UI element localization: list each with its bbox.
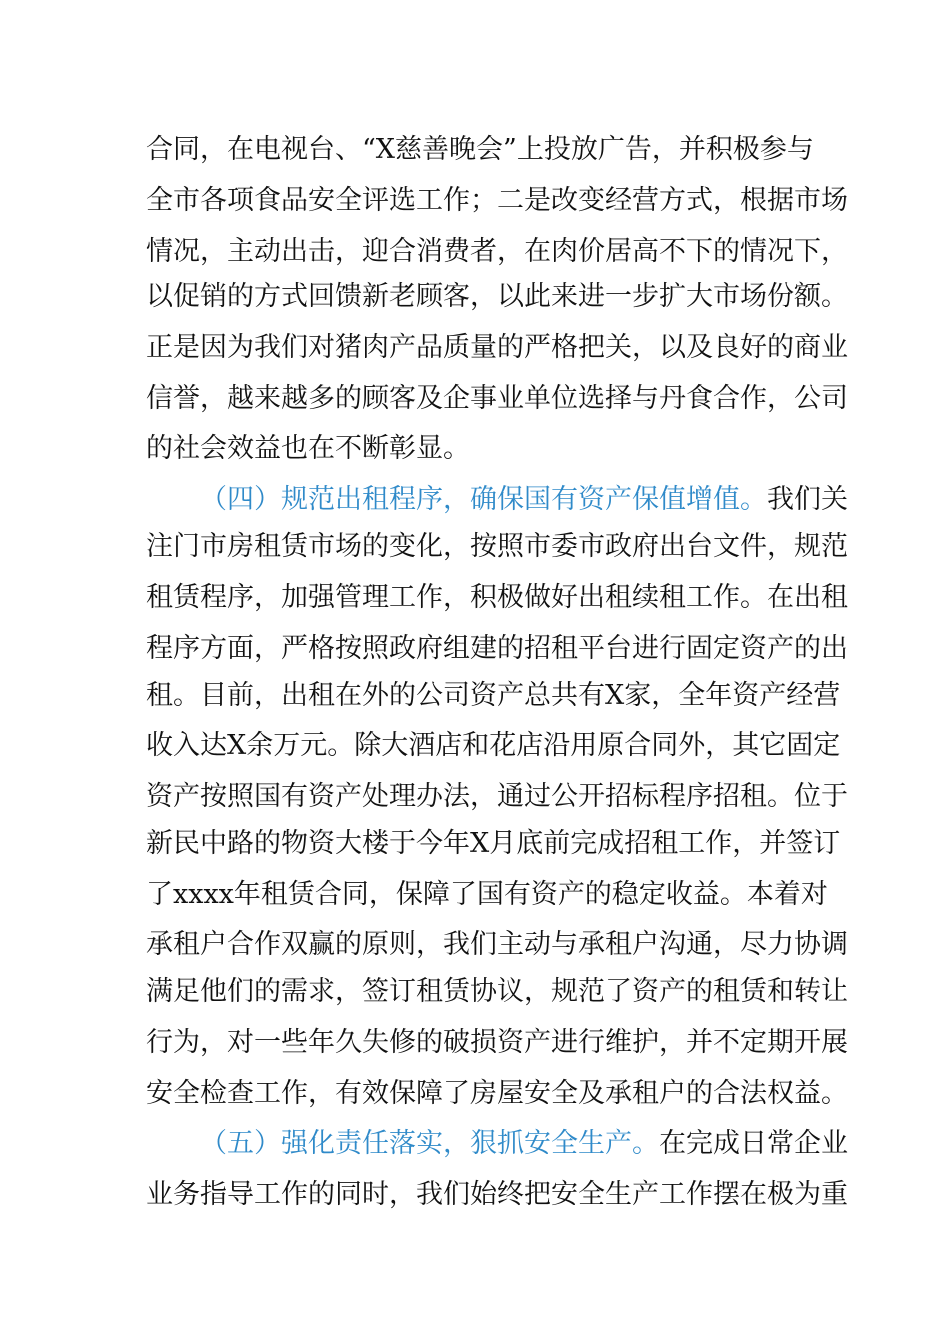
paragraph-line: 正是因为我们对猪肉产品质量的严格把关，以及良好的商业 [146, 332, 848, 363]
section-4-heading: （四）规范出租程序，确保国有资产保值增值。 [200, 484, 767, 515]
paragraph-line: 程序方面，严格按照政府组建的招租平台进行固定资产的出 [146, 633, 848, 664]
paragraph-line: 业务指导工作的同时，我们始终把安全生产工作摆在极为重 [146, 1179, 848, 1210]
section-4-first-line-rest: 我们关 [767, 484, 848, 515]
section-5-first-line-rest: 在完成日常企业 [659, 1128, 848, 1159]
paragraph-line: 情况，主动出击，迎合消费者，在肉价居高不下的情况下， [146, 236, 848, 267]
section-5-first-line [200, 1118, 848, 1170]
paragraph-line: 注门市房租赁市场的变化，按照市委市政府出台文件，规范 [146, 531, 848, 562]
paragraph-line: 的社会效益也在不断彰显。 [146, 433, 470, 464]
paragraph-line: 行为，对一些年久失修的破损资产进行维护，并不定期开展 [146, 1027, 848, 1058]
section-5-heading: （五）强化责任落实，狠抓安全生产。 [200, 1128, 659, 1159]
paragraph-line: 租赁程序，加强管理工作，积极做好出租续租工作。在出租 [146, 582, 848, 613]
paragraph-line: 租。目前，出租在外的公司资产总共有X家，全年资产经营 [146, 680, 841, 711]
paragraph-line: 安全检查工作，有效保障了房屋安全及承租户的合法权益。 [146, 1078, 848, 1109]
paragraph-line: 收入达X余万元。除大酒店和花店沿用原合同外，其它固定 [146, 730, 841, 761]
paragraph-line: 满足他们的需求，签订租赁协议，规范了资产的租赁和转让 [146, 976, 848, 1007]
paragraph-line: 了xxxx年租赁合同，保障了国有资产的稳定收益。本着对 [146, 879, 828, 910]
paragraph-line: 全市各项食品安全评选工作；二是改变经营方式，根据市场 [146, 185, 848, 216]
paragraph-line: 以促销的方式回馈新老顾客，以此来进一步扩大市场份额。 [146, 281, 848, 312]
paragraph-line: 新民中路的物资大楼于今年X月底前完成招租工作，并签订 [146, 828, 841, 859]
paragraph-line: 承租户合作双赢的原则，我们主动与承租户沟通，尽力协调 [146, 929, 848, 960]
paragraph-line: 合同，在电视台、“X慈善晚会”上投放广告，并积极参与 [146, 134, 814, 165]
section-4-first-line [200, 474, 848, 526]
paragraph-line: 信誉，越来越多的顾客及企事业单位选择与丹食合作，公司 [146, 383, 848, 414]
paragraph-line: 资产按照国有资产处理办法，通过公开招标程序招租。位于 [146, 781, 848, 812]
